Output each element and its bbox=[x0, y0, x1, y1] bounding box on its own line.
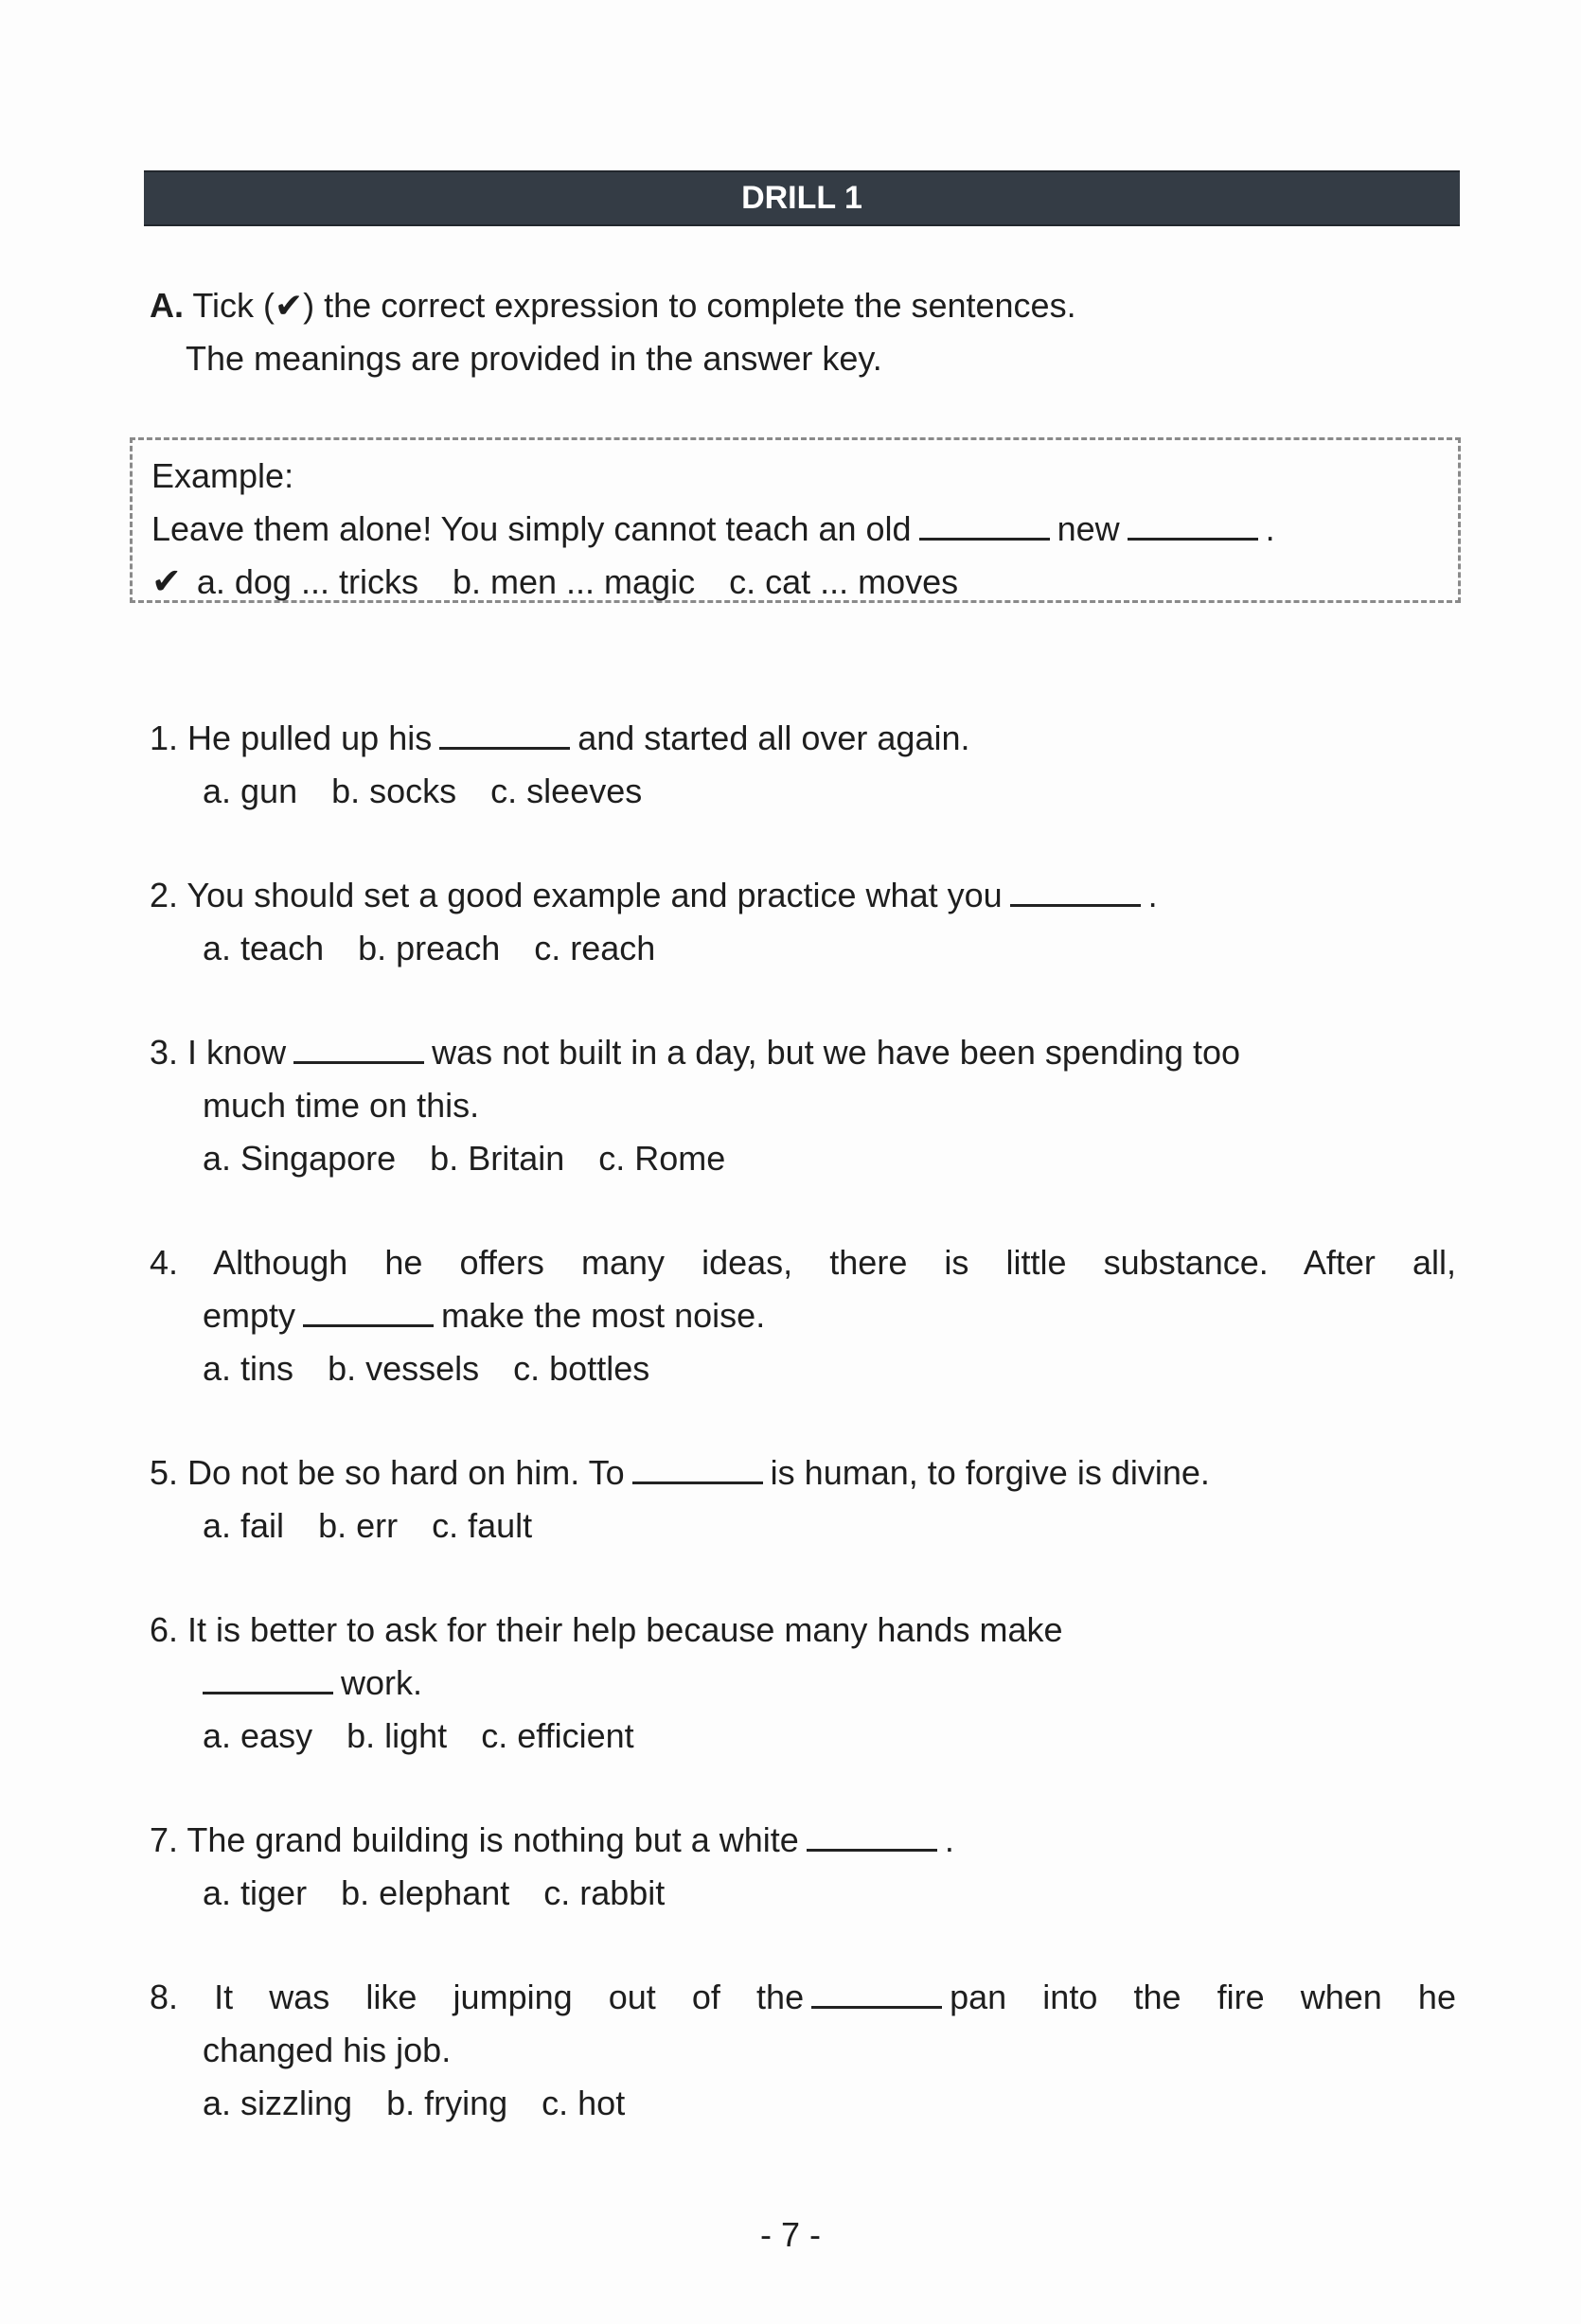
answer-blank bbox=[1010, 878, 1141, 907]
answer-blank bbox=[1128, 511, 1258, 541]
question-list bbox=[150, 712, 1456, 2181]
option-c[interactable]: c. rabbit bbox=[543, 1873, 666, 1912]
question-continuation: changed his job. bbox=[203, 2031, 452, 2069]
question-stem bbox=[150, 1446, 1456, 1499]
option-a[interactable]: a. teach bbox=[203, 929, 325, 967]
question-options bbox=[150, 1710, 1456, 1763]
answer-blank bbox=[807, 1822, 937, 1852]
question-text-before: He pulled up his bbox=[187, 718, 433, 757]
option-a[interactable]: a. gun bbox=[203, 772, 298, 810]
example-option-a[interactable]: a. dog ... tricks bbox=[196, 562, 418, 601]
option-c[interactable]: c. efficient bbox=[481, 1716, 634, 1755]
question-text-after: is human, to forgive is divine. bbox=[770, 1453, 1210, 1492]
question-text-after: was not built in a day, but we have been spending too bbox=[432, 1033, 1241, 1072]
question-number: 7. bbox=[150, 1820, 179, 1859]
question-continuation: much time on this. bbox=[203, 1086, 480, 1125]
question-options bbox=[150, 765, 1456, 818]
question-stem bbox=[150, 869, 1456, 922]
question-options bbox=[150, 2077, 1456, 2130]
question-number: 1. bbox=[150, 718, 179, 757]
question-number: 5. bbox=[150, 1453, 179, 1492]
example-sentence-part2: new bbox=[1057, 509, 1120, 548]
option-b[interactable]: b. socks bbox=[331, 772, 457, 810]
option-b[interactable]: b. frying bbox=[386, 2084, 508, 2122]
option-a[interactable]: a. tins bbox=[203, 1349, 294, 1388]
question-1 bbox=[150, 712, 1456, 818]
question-stem bbox=[150, 1236, 1456, 1289]
question-options bbox=[150, 1867, 1456, 1920]
option-a[interactable]: a. Singapore bbox=[203, 1139, 397, 1178]
question-number: 4. bbox=[150, 1243, 179, 1282]
option-c[interactable]: c. bottles bbox=[513, 1349, 650, 1388]
question-text-after: work. bbox=[341, 1663, 423, 1702]
question-options bbox=[150, 1342, 1456, 1395]
answer-blank bbox=[203, 1665, 333, 1694]
question-text-before: It was like jumping out of the bbox=[214, 1978, 805, 2016]
option-b[interactable]: b. elephant bbox=[341, 1873, 510, 1912]
question-stem bbox=[150, 1604, 1456, 1657]
question-options bbox=[150, 1132, 1456, 1185]
option-c[interactable]: c. hot bbox=[542, 2084, 626, 2122]
question-stem bbox=[150, 1971, 1456, 2024]
answer-blank bbox=[632, 1455, 763, 1484]
option-c[interactable]: c. Rome bbox=[598, 1139, 726, 1178]
question-stem bbox=[150, 1814, 1456, 1867]
question-number: 6. bbox=[150, 1610, 179, 1649]
option-c[interactable]: c. reach bbox=[534, 929, 656, 967]
option-b[interactable]: b. preach bbox=[358, 929, 501, 967]
option-a[interactable]: a. sizzling bbox=[203, 2084, 353, 2122]
option-c[interactable]: c. sleeves bbox=[490, 772, 643, 810]
option-b[interactable]: b. Britain bbox=[430, 1139, 565, 1178]
checkmark-icon: ✔ bbox=[151, 562, 182, 602]
page-number: - 7 - bbox=[759, 2215, 821, 2254]
option-a[interactable]: a. easy bbox=[203, 1716, 313, 1755]
option-c[interactable]: c. fault bbox=[432, 1506, 533, 1545]
example-label: Example: bbox=[151, 456, 294, 495]
question-text-before: empty bbox=[203, 1296, 296, 1335]
answer-blank bbox=[919, 511, 1050, 541]
question-options bbox=[150, 1499, 1456, 1552]
question-options bbox=[150, 922, 1456, 975]
answer-blank bbox=[439, 720, 570, 750]
drill-title: DRILL 1 bbox=[741, 180, 862, 216]
question-text-after: . bbox=[944, 1820, 954, 1859]
example-sentence-end: . bbox=[1265, 509, 1275, 548]
question-6 bbox=[150, 1604, 1456, 1763]
example-box bbox=[130, 437, 1461, 603]
question-4 bbox=[150, 1236, 1456, 1395]
option-a[interactable]: a. fail bbox=[203, 1506, 285, 1545]
question-text-after: and started all over again. bbox=[577, 718, 970, 757]
question-continuation bbox=[150, 1657, 1456, 1710]
question-stem bbox=[150, 1026, 1456, 1079]
answer-blank bbox=[303, 1298, 434, 1327]
question-3 bbox=[150, 1026, 1456, 1185]
question-text-before: The grand building is nothing but a white bbox=[187, 1820, 799, 1859]
question-text-after: . bbox=[1147, 876, 1158, 914]
example-option-c[interactable]: c. cat ... moves bbox=[729, 562, 959, 601]
option-a[interactable]: a. tiger bbox=[203, 1873, 308, 1912]
option-b[interactable]: b. light bbox=[346, 1716, 448, 1755]
question-text-before: I know bbox=[187, 1033, 287, 1072]
question-stem bbox=[150, 712, 1456, 765]
question-text-after: make the most noise. bbox=[441, 1296, 766, 1335]
instructions-line-2: The meanings are provided in the answer key. bbox=[186, 339, 882, 378]
question-number: 3. bbox=[150, 1033, 179, 1072]
instructions bbox=[150, 279, 1076, 385]
answer-blank bbox=[293, 1035, 424, 1064]
example-options bbox=[151, 556, 1439, 609]
option-b[interactable]: b. err bbox=[318, 1506, 399, 1545]
question-5 bbox=[150, 1446, 1456, 1552]
option-b[interactable]: b. vessels bbox=[328, 1349, 480, 1388]
question-text-before: You should set a good example and practice what you bbox=[187, 876, 1003, 914]
example-sentence bbox=[151, 503, 1439, 556]
question-text-before: It is better to ask for their help because many hands make bbox=[187, 1610, 1063, 1649]
question-8 bbox=[150, 1971, 1456, 2130]
question-continuation bbox=[150, 1289, 1456, 1342]
question-7 bbox=[150, 1814, 1456, 1920]
question-text-after: pan into the fire when he bbox=[950, 1978, 1456, 2016]
example-sentence-part1: Leave them alone! You simply cannot teach an old bbox=[151, 509, 912, 548]
question-text-before: Although he offers many ideas, there is little substance. After all, bbox=[213, 1243, 1457, 1282]
example-option-b[interactable]: b. men ... magic bbox=[452, 562, 696, 601]
question-number: 2. bbox=[150, 876, 179, 914]
section-label: A. bbox=[150, 286, 184, 325]
answer-blank bbox=[811, 1979, 942, 2009]
instructions-line-1 bbox=[150, 279, 1076, 332]
question-2 bbox=[150, 869, 1456, 975]
question-number: 8. bbox=[150, 1978, 179, 2016]
instructions-text-1: Tick (✔) the correct expression to complete the sentences. bbox=[192, 286, 1076, 325]
question-text-before: Do not be so hard on him. To bbox=[187, 1453, 625, 1492]
drill-title-banner bbox=[144, 170, 1460, 226]
